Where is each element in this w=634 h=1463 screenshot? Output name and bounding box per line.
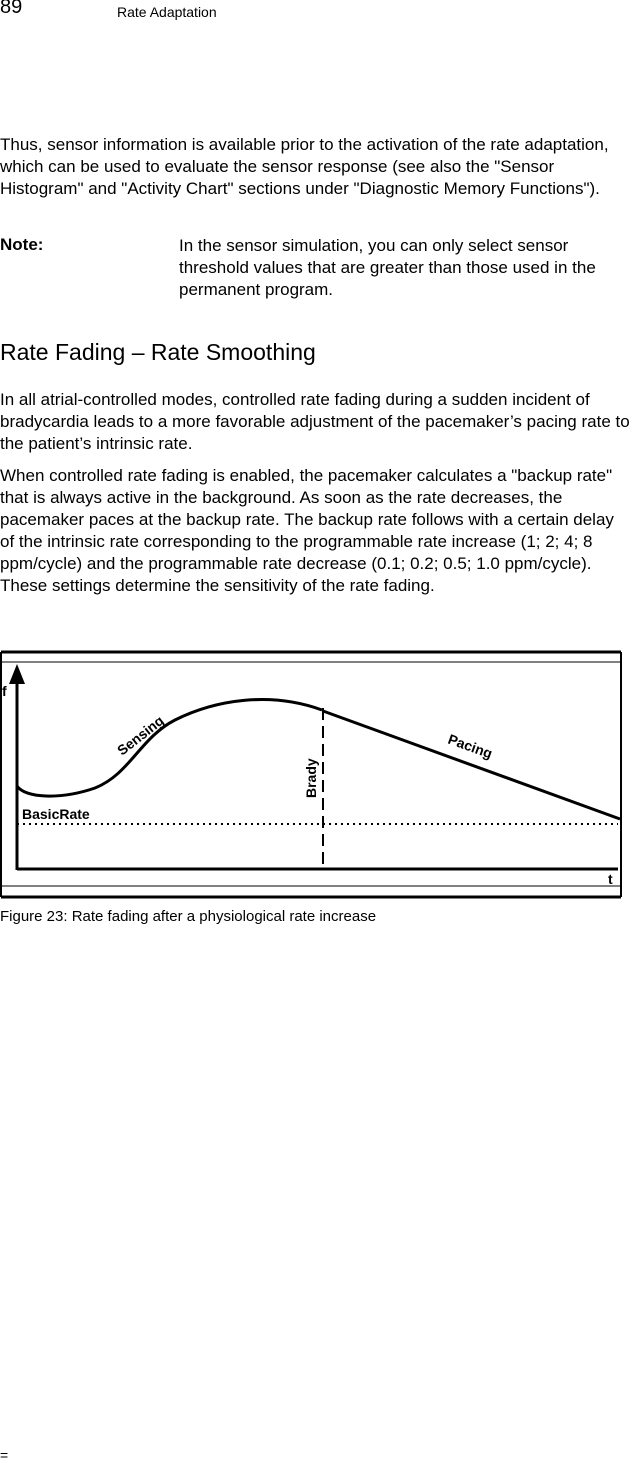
note-label: Note: [0, 235, 44, 254]
body-paragraph: In all atrial-controlled modes, controlled rate fading during a sudden incident of bradycardia leads to a more favorable adjustment of the pacemaker’s pacing rate to the patient’s intrinsic rate. [0, 390, 630, 453]
section-heading: Rate Fading – Rate Smoothing [0, 339, 316, 365]
basic-rate-label: BasicRate [22, 806, 90, 822]
rate-fading-figure [0, 648, 622, 900]
sensing-curve [17, 700, 322, 797]
pacing-label: Pacing [445, 730, 495, 762]
page-number: 89 [0, 0, 23, 18]
brady-label: Brady [303, 758, 319, 798]
footer-mark: = [0, 1447, 9, 1463]
body-paragraph: When controlled rate fading is enabled, the pacemaker calculates a "backup rate" that is always active in the background. As soon as the rate decreases, the pacemaker paces at the backup rate. The backup rate follows with a certain delay of the intrinsic rate corresponding to the programmable rate increase (1; 2; 4; 8 ppm/cycle) and the programmable rate decrease (0.1; 0.2; 0.5; 1.0 ppm/cycle). These settings determine the sensitivity of the rate fading. [0, 466, 614, 595]
running-head: Rate Adaptation [117, 4, 217, 20]
note-text: In the sensor simulation, you can only select sensor threshold values that are greater than those used in the permanent program. [179, 236, 596, 299]
figure-caption: Figure 23: Rate fading after a physiological rate increase [0, 908, 377, 925]
body-paragraph: Thus, sensor information is available prior to the activation of the rate adaptation, which can be used to evaluate the sensor response (see also the "Sensor Histogram" and "Activity Chart" sections under "Diagnostic Memory Functions"). [0, 135, 609, 198]
x-axis-label: t [608, 871, 613, 887]
y-axis-label: f [2, 683, 7, 699]
sensing-label: Sensing [113, 712, 167, 759]
pacing-line [323, 711, 620, 819]
y-axis-arrow [9, 664, 25, 684]
